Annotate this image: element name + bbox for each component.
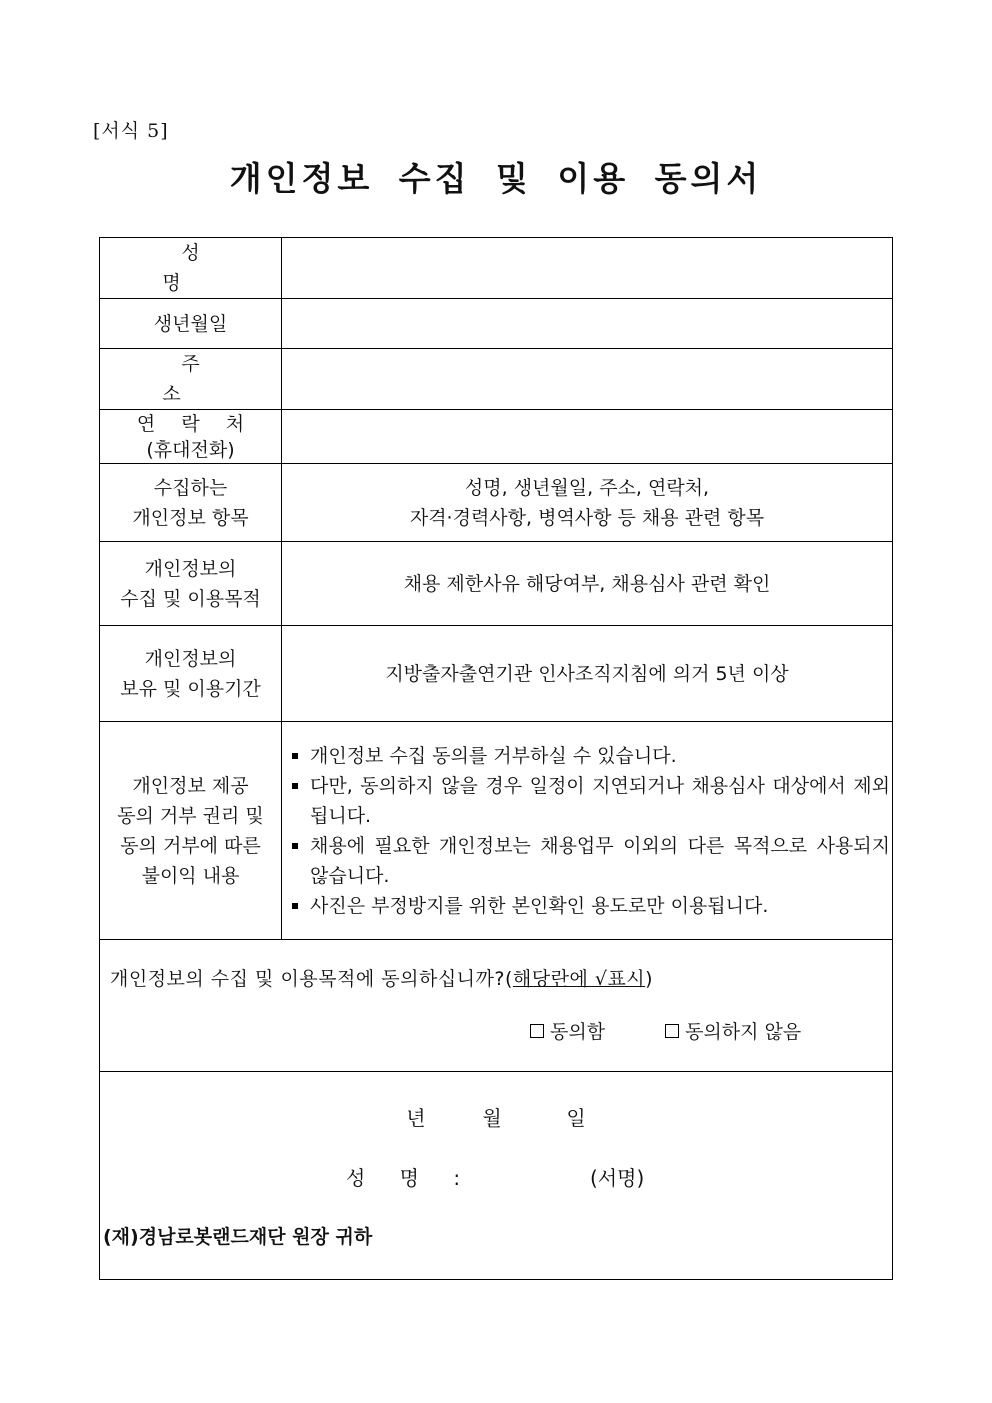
year-label: 년 bbox=[406, 1106, 426, 1130]
consent-question bbox=[110, 964, 882, 991]
disagree-label: 동의하지 않음 bbox=[685, 1021, 802, 1043]
period-label-line1: 개인정보의 bbox=[144, 647, 237, 670]
name-field[interactable] bbox=[282, 238, 893, 299]
form-number: [서식 5] bbox=[93, 120, 169, 142]
consent-form-table bbox=[99, 237, 893, 1280]
period-label-line2: 보유 및 이용기간 bbox=[120, 677, 261, 700]
consent-question-end: ) bbox=[645, 968, 654, 990]
address-row bbox=[100, 349, 893, 410]
contact-sublabel: (휴대전화) bbox=[146, 438, 235, 461]
birth-row bbox=[100, 299, 893, 349]
consent-options bbox=[530, 1017, 882, 1044]
refusal-label-line3: 동의 거부에 따른 bbox=[120, 834, 261, 857]
purpose-row bbox=[100, 542, 893, 626]
bullet-item: 채용에 필요한 개인정보는 채용업무 이외의 다른 목적으로 사용되지 않습니다. bbox=[290, 831, 890, 891]
items-row bbox=[100, 464, 893, 542]
consent-question-text: 개인정보의 수집 및 이용목적에 동의하십니까?( bbox=[110, 968, 513, 990]
contact-field[interactable] bbox=[282, 410, 893, 464]
refusal-bullet-list bbox=[282, 741, 892, 921]
date-line bbox=[100, 1102, 892, 1131]
bullet-item: 개인정보 수집 동의를 거부하실 수 있습니다. bbox=[290, 741, 890, 771]
agree-label: 동의함 bbox=[550, 1021, 606, 1043]
period-value: 지방출자출연기관 인사조직지침에 의거 5년 이상 bbox=[282, 626, 893, 722]
signature-seal: (서명) bbox=[590, 1166, 645, 1190]
disagree-option[interactable] bbox=[665, 1017, 801, 1044]
day-label: 일 bbox=[566, 1106, 586, 1130]
month-label: 월 bbox=[482, 1106, 502, 1130]
bullet-item: 다만, 동의하지 않을 경우 일정이 지연되거나 채용심사 대상에서 제외됩니다. bbox=[290, 771, 890, 831]
agree-option[interactable] bbox=[530, 1017, 605, 1044]
items-label-line1: 수집하는 bbox=[153, 476, 228, 499]
signer-name-label: 성 명 : bbox=[346, 1166, 461, 1190]
items-value-line2: 자격·경력사항, 병역사항 등 채용 관련 항목 bbox=[409, 506, 765, 529]
name-label: 성 명 bbox=[162, 242, 238, 294]
purpose-label-line1: 개인정보의 bbox=[144, 557, 237, 580]
refusal-label-line1: 개인정보 제공 bbox=[132, 774, 249, 797]
purpose-value: 채용 제한사유 해당여부, 채용심사 관련 확인 bbox=[282, 542, 893, 626]
consent-instruction: 해당란에 √표시 bbox=[512, 968, 646, 990]
signature-row bbox=[100, 1072, 893, 1280]
birth-field[interactable] bbox=[282, 299, 893, 349]
refusal-row bbox=[100, 722, 893, 940]
refusal-label-line2: 동의 거부 권리 및 bbox=[117, 804, 264, 827]
address-label: 주 소 bbox=[162, 353, 238, 405]
consent-row bbox=[100, 940, 893, 1072]
addressee: (재)경남로봇랜드재단 원장 귀하 bbox=[103, 1226, 373, 1248]
address-field[interactable] bbox=[282, 349, 893, 410]
purpose-label-line2: 수집 및 이용목적 bbox=[120, 587, 261, 610]
contact-row bbox=[100, 410, 893, 464]
period-row bbox=[100, 626, 893, 722]
name-row bbox=[100, 238, 893, 299]
refusal-label-line4: 불이익 내용 bbox=[141, 864, 240, 887]
items-value-line1: 성명, 생년월일, 주소, 연락처, bbox=[464, 476, 710, 499]
agree-checkbox[interactable] bbox=[530, 1024, 544, 1038]
items-label-line2: 개인정보 항목 bbox=[132, 506, 249, 529]
document-title: 개인정보 수집 및 이용 동의서 bbox=[229, 159, 763, 198]
contact-label: 연 락 처 bbox=[136, 412, 255, 435]
disagree-checkbox[interactable] bbox=[665, 1024, 679, 1038]
birth-label: 생년월일 bbox=[100, 299, 282, 349]
bullet-item: 사진은 부정방지를 위한 본인확인 용도로만 이용됩니다. bbox=[290, 891, 890, 921]
